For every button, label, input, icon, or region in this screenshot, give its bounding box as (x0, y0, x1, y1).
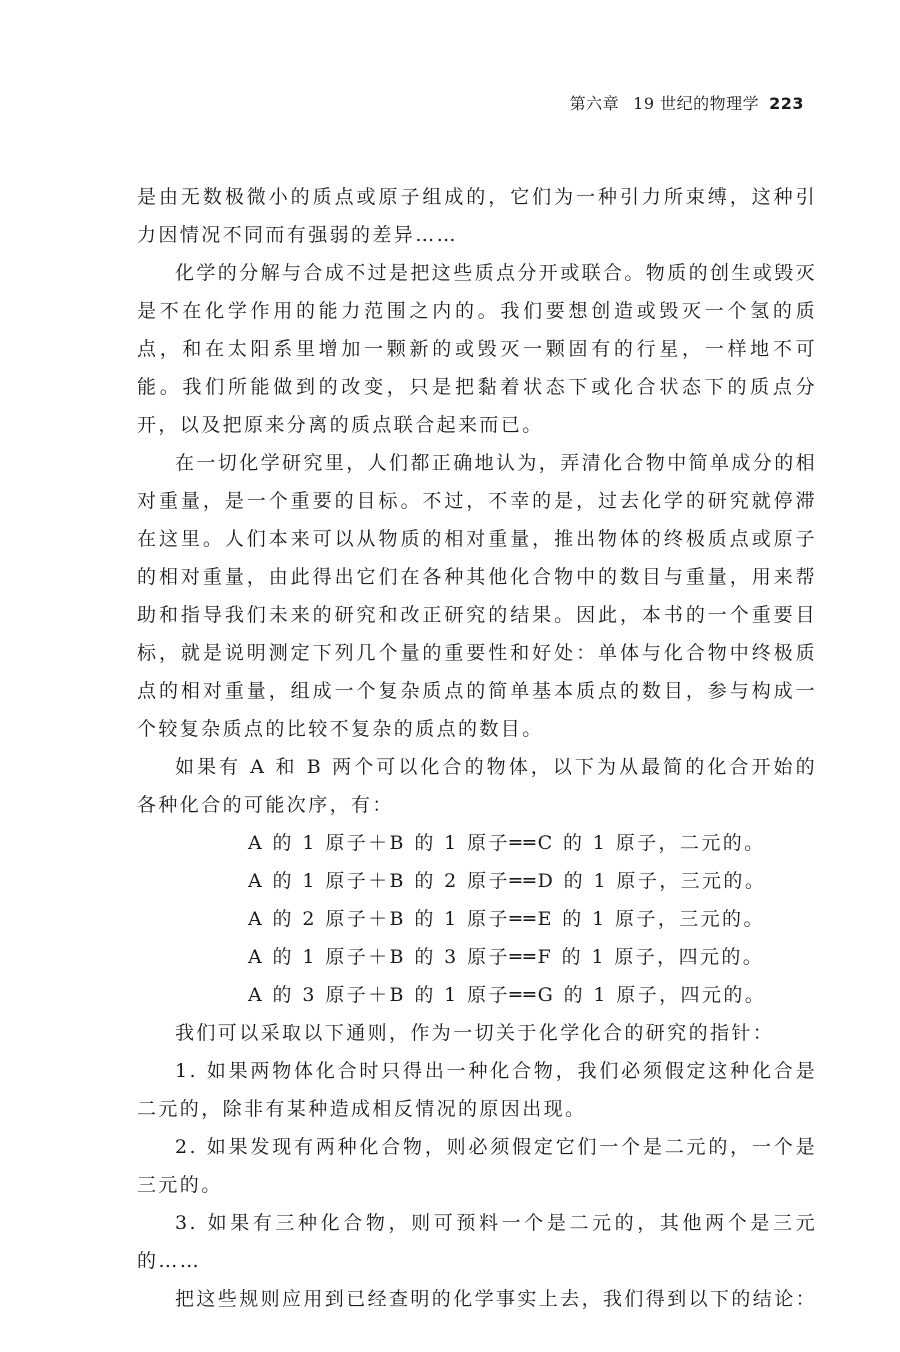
paragraph: 我们可以采取以下通则，作为一切关于化学化合的研究的指针： (175, 1022, 775, 1044)
paragraph: 在一切化学研究里，人们都正确地认为，弄清化合物中简单成分的相对重量，是一个重要的目标。不过，不幸的是，过去化学的研究就停滞在这里。人们本来可以从物质的相对重量，推出物体的终极质点或原子的相对重量，由此得出它们在各种其他化合物中的数目与重量，用来帮助和指导我们未来的研究和改正研究的结果。因此，本书的一个重要目标，就是说明测定下列几个量的重要性和好处：单体与化合物中终极质点的相对重量，组成一个复杂质点的简单基本质点的数目，参与构成一个较复杂质点的比较不复杂的质点的数目。 (137, 452, 818, 740)
paragraph: 如果有 A 和 B 两个可以化合的物体，以下为从最简的化合开始的各种化合的可能次序，有： (137, 756, 817, 816)
equation-list (137, 824, 817, 1014)
chapter-title: 19 世纪的物理学 (633, 94, 760, 113)
equation-line: A 的 2 原子＋B 的 1 原子══E 的 1 原子，三元的。 (248, 908, 765, 930)
chapter-label: 第六章 (569, 94, 620, 113)
equation-line: A 的 1 原子＋B 的 1 原子══C 的 1 原子，二元的。 (248, 832, 766, 854)
equation-line: A 的 1 原子＋B 的 2 原子══D 的 1 原子，三元的。 (248, 870, 767, 892)
running-header (570, 91, 804, 114)
page-body (137, 178, 817, 1318)
rule-item: 2. 如果发现有两种化合物，则必须假定它们一个是二元的，一个是三元的。 (137, 1136, 817, 1196)
rule-item: 3. 如果有三种化合物，则可预料一个是二元的，其他两个是三元的…… (137, 1212, 817, 1272)
page-number: 223 (769, 94, 804, 113)
paragraph: 化学的分解与合成不过是把这些质点分开或联合。物质的创生或毁灭是不在化学作用的能力范围之内的。我们要想创造或毁灭一个氢的质点，和在太阳系里增加一颗新的或毁灭一颗固有的行星，一样地不可能。我们所能做到的改变，只是把黏着状态下或化合状态下的质点分开，以及把原来分离的质点联合起来而已。 (137, 262, 818, 436)
paragraph-continued: 是由无数极微小的质点或原子组成的，它们为一种引力所束缚，这种引力因情况不同而有强弱的差异…… (137, 186, 817, 246)
equation-line: A 的 1 原子＋B 的 3 原子══F 的 1 原子，四元的。 (248, 946, 765, 968)
paragraph: 把这些规则应用到已经查明的化学事实上去，我们得到以下的结论： (175, 1288, 818, 1310)
rule-item: 1. 如果两物体化合时只得出一种化合物，我们必须假定这种化合是二元的，除非有某种造成相反情况的原因出现。 (137, 1060, 817, 1120)
equation-line: A 的 3 原子＋B 的 1 原子══G 的 1 原子，四元的。 (248, 984, 767, 1006)
